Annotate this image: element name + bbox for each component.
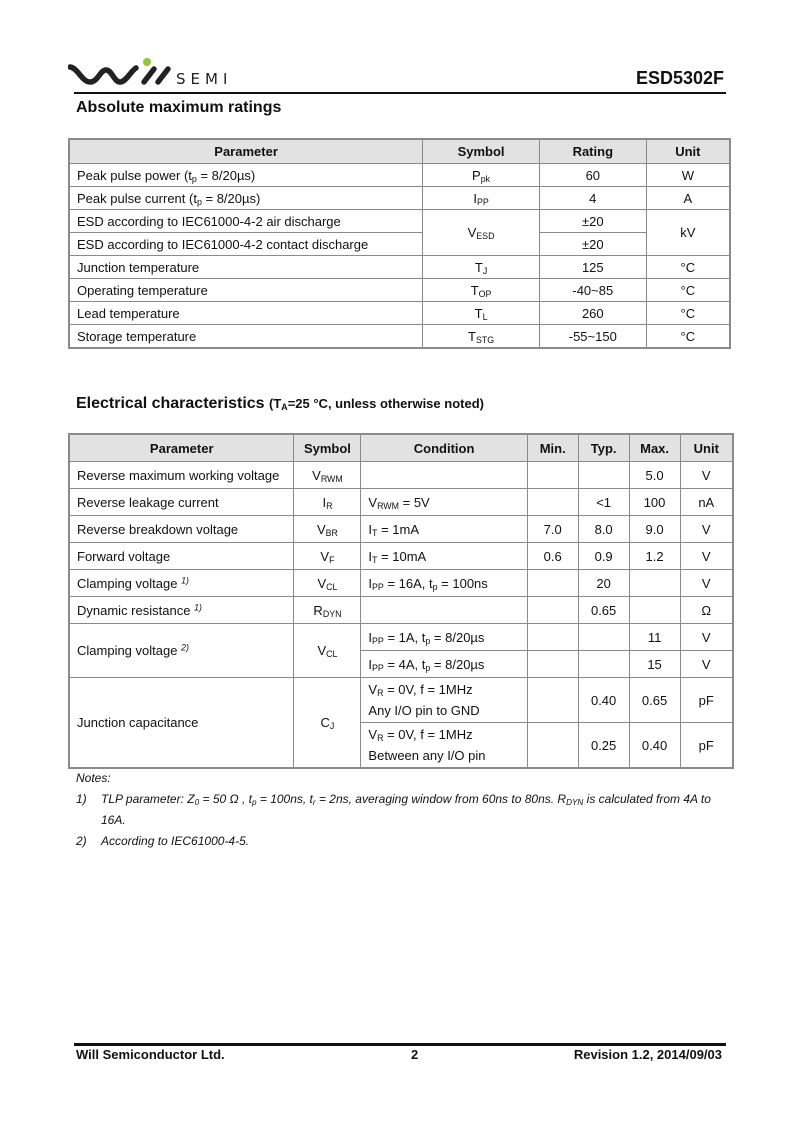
min-cell (527, 651, 578, 678)
unit-cell: nA (680, 489, 733, 516)
param-cell: Peak pulse power $(t_p = 8/20\mu s)$ (69, 164, 423, 187)
table-row (69, 279, 730, 302)
condition-cell: $V_{RWM} = 5V$ (361, 489, 527, 516)
max-cell: 0.40 (629, 723, 680, 769)
min-cell (527, 570, 578, 597)
notes-title: Notes: (76, 771, 111, 785)
rating-cell: ±20 (539, 233, 646, 256)
table-row (69, 325, 730, 349)
rating-cell: 260 (539, 302, 646, 325)
param-cell: Reverse maximum working voltage (69, 462, 294, 489)
min-cell (527, 489, 578, 516)
unit-cell: V (680, 516, 733, 543)
condition-cell: $V_R = 0V$, f = 1MHz Between any I/O pin (361, 723, 527, 769)
part-number: ESD5302F (635, 68, 724, 88)
max-cell: 1.2 (629, 543, 680, 570)
table-row (69, 516, 733, 543)
col-header: Symbol (423, 139, 540, 164)
symbol-cell: $V_{BR}$ (294, 516, 361, 543)
min-cell: 0.6 (527, 543, 578, 570)
footer-divider (74, 1043, 726, 1046)
param-cell: Peak pulse current $(t_p = 8/20\mu s)$ (69, 187, 423, 210)
symbol-cell: $T_L$ (423, 302, 540, 325)
param-cell: Operating temperature (69, 279, 423, 302)
param-cell: ESD according to IEC61000-4-2 contact discharge (69, 233, 423, 256)
note-item: 1) TLP parameter: $Z_0 = 50$ Ω , $t_p = 100ns$, $t_r = 2ns$, averaging window from 60ns to 80ns. $R_{DYN}$ is calculated from 4A to 16A. (76, 792, 711, 827)
param-cell: Reverse breakdown voltage (69, 516, 294, 543)
symbol-cell: $I_R$ (294, 489, 361, 516)
table-header-row (69, 139, 730, 164)
rating-cell: 4 (539, 187, 646, 210)
page-number: 2 (411, 1047, 419, 1062)
col-header: Condition (361, 434, 527, 462)
note-item: 2) According to IEC61000-4-5. (76, 834, 250, 848)
footer-company: Will Semiconductor Ltd. (76, 1047, 225, 1062)
typ-cell: 0.40 (578, 678, 629, 723)
symbol-cell: $P_{pk}$ (423, 164, 540, 187)
unit-cell: °C (646, 256, 730, 279)
table-row (69, 489, 733, 516)
param-cell: Junction capacitance (69, 678, 294, 769)
symbol-cell: $C_J$ (294, 678, 361, 769)
symbol-cell: $T_J$ (423, 256, 540, 279)
symbol-cell: $V_F$ (294, 543, 361, 570)
col-header: Unit (680, 434, 733, 462)
unit-cell: V (680, 624, 733, 651)
condition-cell: $I_{PP} = 16A$, $t_p = 100ns$ (361, 570, 527, 597)
typ-cell: 0.25 (578, 723, 629, 769)
max-cell (629, 597, 680, 624)
table-row (69, 164, 730, 187)
unit-cell: °C (646, 325, 730, 349)
condition-cell (361, 462, 527, 489)
min-cell (527, 723, 578, 769)
typ-cell: 0.9 (578, 543, 629, 570)
condition-cell: $I_{PP} = 1A$, $t_p = 8/20\mu s$ (361, 624, 527, 651)
table-row (69, 678, 733, 723)
param-cell: Clamping voltage $^{1)}$ (69, 570, 294, 597)
param-cell: Storage temperature (69, 325, 423, 349)
table-row (69, 256, 730, 279)
symbol-cell: $T_{STG}$ (423, 325, 540, 349)
unit-cell: °C (646, 279, 730, 302)
table-row (69, 543, 733, 570)
section-subtitle: ($T_A=25$ °C, unless otherwise noted) (269, 396, 484, 413)
rating-cell: 60 (539, 164, 646, 187)
unit-cell: W (646, 164, 730, 187)
col-header: Rating (539, 139, 646, 164)
table-row (69, 462, 733, 489)
table-row (69, 570, 733, 597)
col-header: Unit (646, 139, 730, 164)
condition-cell: $I_T = 1mA$ (361, 516, 527, 543)
header-divider (74, 92, 726, 94)
max-cell: 100 (629, 489, 680, 516)
param-cell: Forward voltage (69, 543, 294, 570)
max-cell: 5.0 (629, 462, 680, 489)
param-cell: Reverse leakage current (69, 489, 294, 516)
condition-cell: $I_{PP} = 4A$, $t_p = 8/20\mu s$ (361, 651, 527, 678)
section-title-electrical: Electrical characteristics ($T_A=25$ °C, unless otherwise noted) (76, 395, 484, 413)
unit-cell: kV (646, 210, 730, 256)
typ-cell: 0.65 (578, 597, 629, 624)
min-cell: 7.0 (527, 516, 578, 543)
param-cell: Junction temperature (69, 256, 423, 279)
col-header: Min. (527, 434, 578, 462)
unit-cell: pF (680, 723, 733, 769)
max-cell (629, 570, 680, 597)
col-header: Symbol (294, 434, 361, 462)
electrical-table (68, 433, 734, 769)
table-row (69, 210, 730, 233)
symbol-cell: $V_{CL}$ (294, 624, 361, 678)
footer-revision: Revision 1.2, 2014/09/03 (573, 1047, 722, 1062)
param-cell: Clamping voltage $^{2)}$ (69, 624, 294, 678)
section-title-abs-max: Absolute maximum ratings (76, 99, 282, 116)
rating-cell: -40~85 (539, 279, 646, 302)
condition-cell (361, 597, 527, 624)
abs-max-table (68, 138, 731, 349)
condition-cell: $V_R = 0V$, f = 1MHz Any I/O pin to GND (361, 678, 527, 723)
unit-cell: V (680, 462, 733, 489)
symbol-cell: $V_{ESD}$ (423, 210, 540, 256)
typ-cell (578, 624, 629, 651)
table-row (69, 302, 730, 325)
table-header-row (69, 434, 733, 462)
symbol-cell: $T_{OP}$ (423, 279, 540, 302)
symbol-cell: $V_{RWM}$ (294, 462, 361, 489)
unit-cell: Ω (680, 597, 733, 624)
param-cell: Lead temperature (69, 302, 423, 325)
condition-cell: $I_T = 10mA$ (361, 543, 527, 570)
max-cell: 9.0 (629, 516, 680, 543)
typ-cell (578, 651, 629, 678)
param-cell: Dynamic resistance $^{1)}$ (69, 597, 294, 624)
unit-cell: A (646, 187, 730, 210)
typ-cell: 8.0 (578, 516, 629, 543)
min-cell (527, 597, 578, 624)
logo-text: SEMI (176, 70, 233, 88)
symbol-cell: $V_{CL}$ (294, 570, 361, 597)
max-cell: 15 (629, 651, 680, 678)
rating-cell: -55~150 (539, 325, 646, 349)
col-header: Parameter (69, 139, 423, 164)
unit-cell: °C (646, 302, 730, 325)
notes-section (76, 768, 736, 852)
param-cell: ESD according to IEC61000-4-2 air discharge (69, 210, 423, 233)
rating-cell: ±20 (539, 210, 646, 233)
unit-cell: V (680, 570, 733, 597)
col-header: Typ. (578, 434, 629, 462)
symbol-cell: $I_{PP}$ (423, 187, 540, 210)
unit-cell: V (680, 651, 733, 678)
max-cell: 0.65 (629, 678, 680, 723)
max-cell: 11 (629, 624, 680, 651)
min-cell (527, 678, 578, 723)
min-cell (527, 624, 578, 651)
col-header: Max. (629, 434, 680, 462)
table-row (69, 597, 733, 624)
symbol-cell: $R_{DYN}$ (294, 597, 361, 624)
min-cell (527, 462, 578, 489)
table-row (69, 233, 730, 256)
col-header: Parameter (69, 434, 294, 462)
typ-cell (578, 462, 629, 489)
unit-cell: V (680, 543, 733, 570)
table-row (69, 624, 733, 651)
unit-cell: pF (680, 678, 733, 723)
rating-cell: 125 (539, 256, 646, 279)
typ-cell: 20 (578, 570, 629, 597)
table-row (69, 187, 730, 210)
typ-cell: <1 (578, 489, 629, 516)
